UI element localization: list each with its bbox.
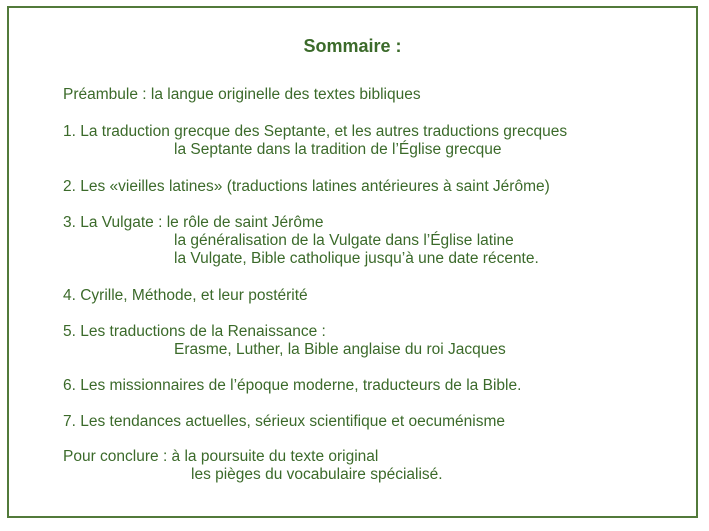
section-5-sub-1: Erasme, Luther, la Bible anglaise du roi Jacques <box>174 341 506 358</box>
section-1-heading: 1. La traduction grecque des Septante, et les autres traductions grecques <box>63 123 568 140</box>
summary-box <box>7 6 698 518</box>
section-3-heading: 3. La Vulgate : le rôle de saint Jérôme <box>63 214 324 231</box>
section-5-heading: 5. Les traductions de la Renaissance : <box>63 323 326 340</box>
section-4-heading: 4. Cyrille, Méthode, et leur postérité <box>63 287 308 304</box>
section-3-sub-2: la Vulgate, Bible catholique jusqu’à une date récente. <box>174 250 539 267</box>
section-6-heading: 6. Les missionnaires de l’époque moderne, traducteurs de la Bible. <box>63 377 522 394</box>
preamble-heading: Préambule : la langue originelle des textes bibliques <box>63 86 421 103</box>
section-7-heading: 7. Les tendances actuelles, sérieux scientifique et oecuménisme <box>63 413 505 430</box>
section-1-sub-1: la Septante dans la tradition de l’Église grecque <box>174 141 502 158</box>
section-2-heading: 2. Les «vieilles latines» (traductions latines antérieures à saint Jérôme) <box>63 178 550 195</box>
summary-title: Sommaire : <box>303 36 402 56</box>
section-3-sub-1: la généralisation de la Vulgate dans l’Église latine <box>174 232 514 249</box>
conclusion-heading: Pour conclure : à la poursuite du texte original <box>63 448 379 465</box>
conclusion-sub-1: les pièges du vocabulaire spécialisé. <box>191 466 443 483</box>
